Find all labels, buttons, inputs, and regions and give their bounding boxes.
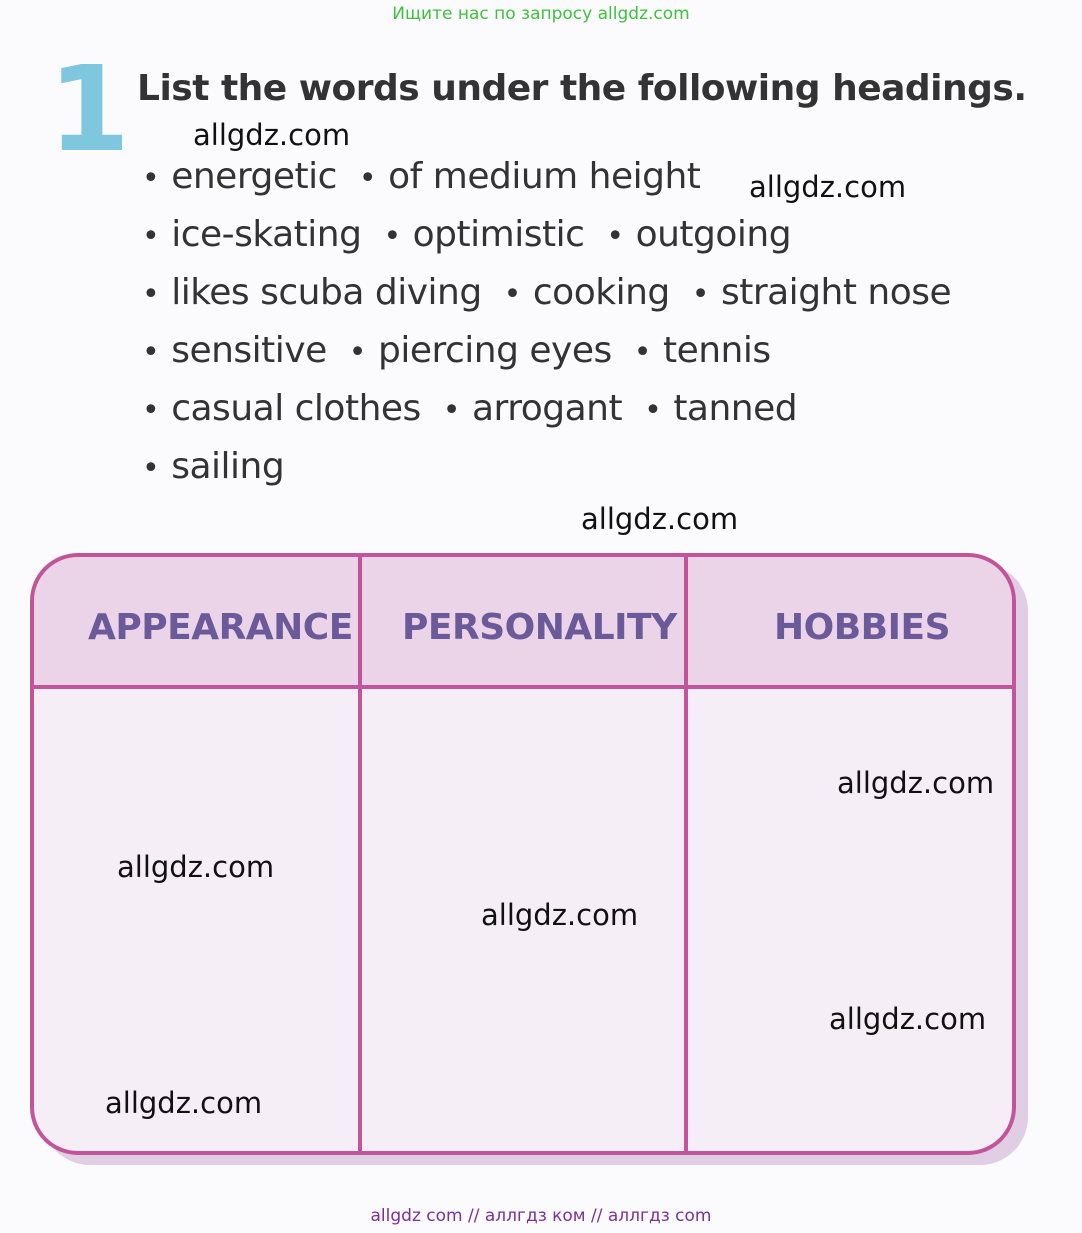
watermark: allgdz.com [117,850,275,884]
word-item: cooking [532,272,670,313]
word-item: sailing [171,446,285,487]
watermark: allgdz.com [481,898,639,932]
word-item: sensitive [171,330,327,371]
watermark: allgdz.com [749,170,907,204]
bullet-icon: • [142,219,160,254]
watermark: allgdz.com [829,1002,987,1036]
header-personality: PERSONALITY [402,607,677,648]
cell-appearance[interactable] [34,689,358,1149]
bullet-icon: • [606,219,624,254]
top-banner[interactable]: Ищите нас по запросу allgdz.com [392,4,690,24]
word-item: piercing eyes [377,330,612,371]
bottom-banner[interactable]: allgdz com // аллгдз ком // аллгдз com [370,1206,712,1226]
word-item: arrogant [472,388,623,429]
word-item: likes scuba diving [171,272,482,313]
word-row [142,330,973,388]
word-item: outgoing [635,214,792,255]
watermark: allgdz.com [581,502,739,536]
bullet-icon: • [633,335,651,370]
word-item: casual clothes [171,388,421,429]
word-row [142,272,973,330]
bullet-icon: • [383,219,401,254]
watermark: allgdz.com [193,118,351,152]
bullet-icon: • [503,277,521,312]
word-item: of medium height [388,156,701,197]
watermark: allgdz.com [105,1086,263,1120]
bullet-icon: • [142,451,160,486]
header-appearance: APPEARANCE [88,607,353,648]
exercise-number: 1 [48,40,131,178]
bullet-icon: • [442,393,460,428]
bullet-icon: • [142,393,160,428]
bullet-icon: • [142,277,160,312]
word-row [142,214,973,272]
bullet-icon: • [644,393,662,428]
word-item: ice-skating [171,214,362,255]
word-item: optimistic [412,214,585,255]
header-hobbies: HOBBIES [774,607,951,648]
word-item: straight nose [720,272,952,313]
word-list [142,156,973,504]
word-row [142,388,973,446]
cell-hobbies[interactable] [688,689,1012,1149]
table-header [34,557,1012,689]
bullet-icon: • [142,335,160,370]
word-item: energetic [171,156,337,197]
word-item: tennis [662,330,771,371]
bullet-icon: • [348,335,366,370]
bullet-icon: • [358,161,377,196]
bullet-icon: • [142,161,160,196]
word-item: tanned [673,388,798,429]
exercise-instruction: List the words under the following headings. [137,68,1027,109]
watermark: allgdz.com [837,766,995,800]
bullet-icon: • [691,277,709,312]
word-row [142,446,973,504]
